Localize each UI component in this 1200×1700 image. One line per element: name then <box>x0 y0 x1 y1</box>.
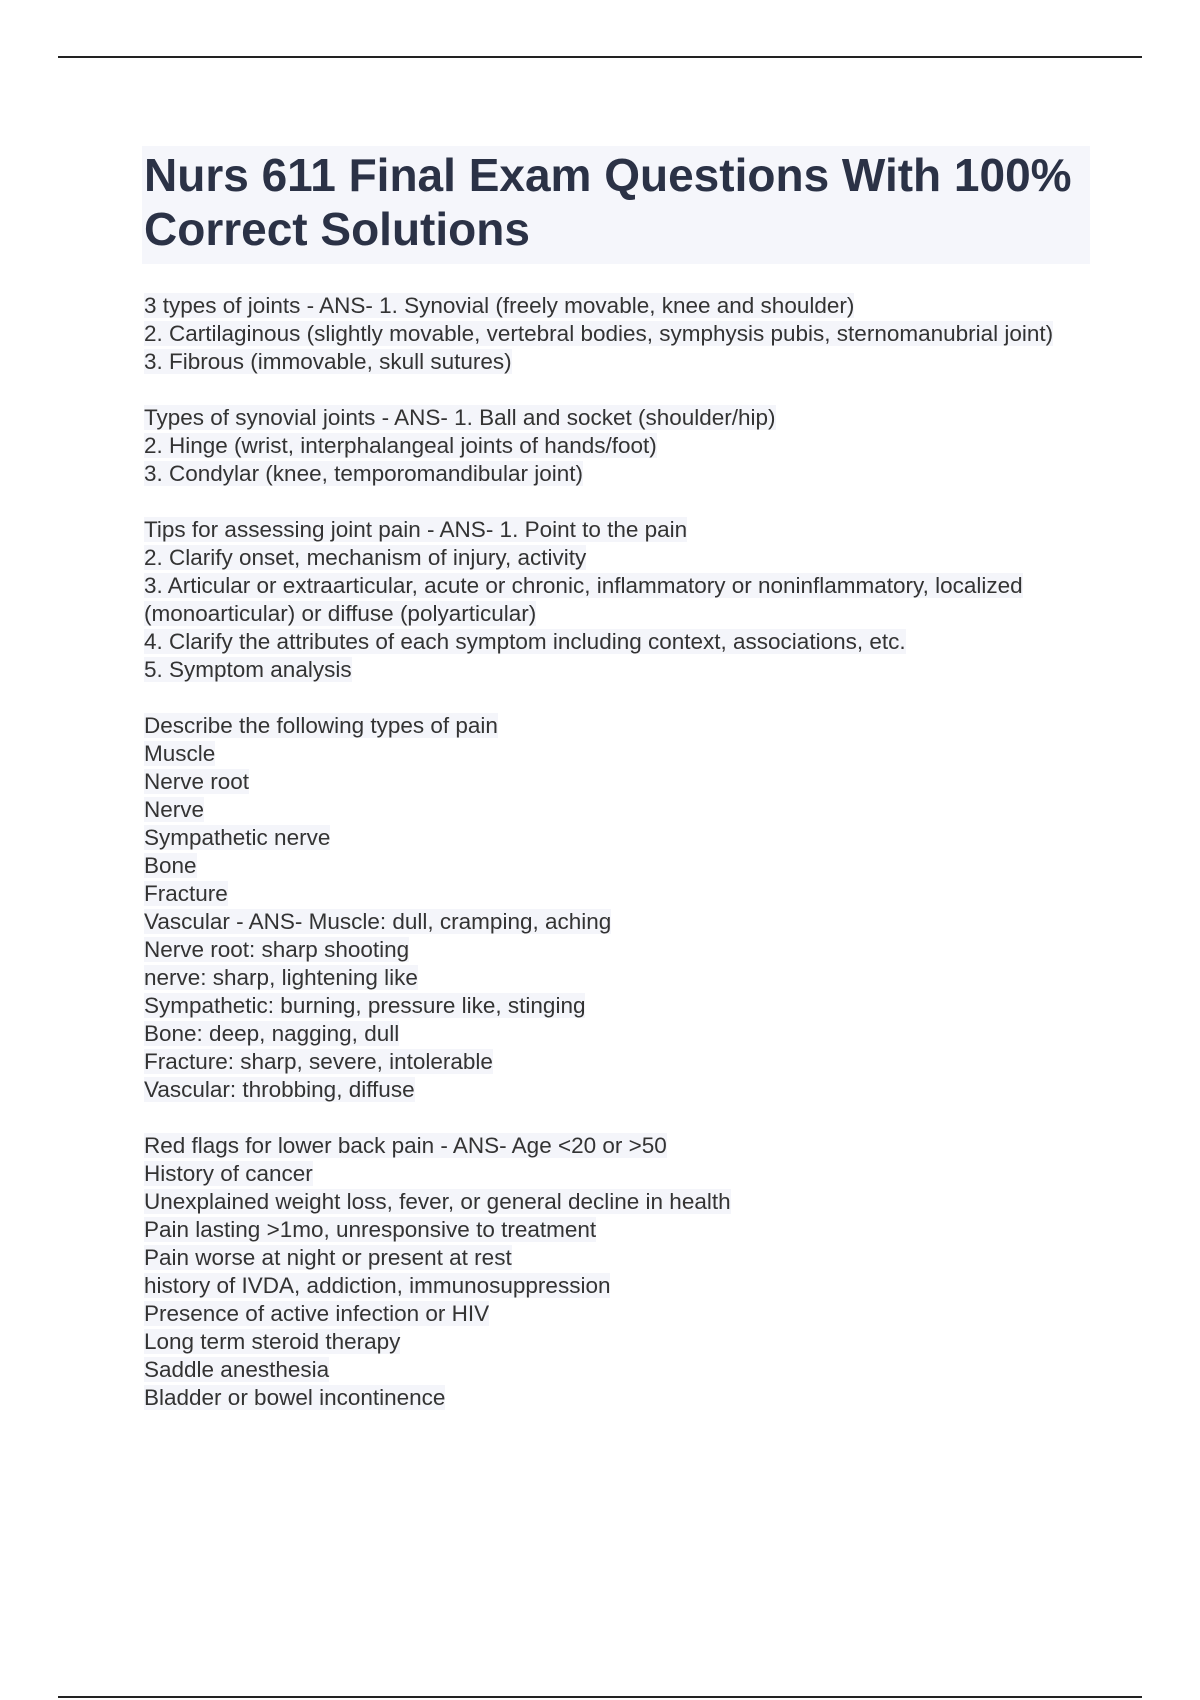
qa-line <box>144 656 1090 684</box>
qa-line-text: Bone: deep, nagging, dull <box>144 1021 400 1046</box>
qa-line <box>144 516 1090 544</box>
qa-line <box>144 740 1090 768</box>
qa-line-text: Long term steroid therapy <box>144 1329 401 1354</box>
qa-line-text: Bladder or bowel incontinence <box>144 1385 446 1410</box>
qa-block <box>144 404 1090 488</box>
qa-line <box>144 824 1090 852</box>
qa-line-text: Nerve root <box>144 769 250 794</box>
qa-line-text: History of cancer <box>144 1161 313 1186</box>
qa-line <box>144 1188 1090 1216</box>
qa-line-text: Red flags for lower back pain - ANS- Age <20 or >50 <box>144 1133 667 1158</box>
qa-line <box>144 460 1090 488</box>
qa-line-text: history of IVDA, addiction, immunosuppression <box>144 1273 611 1298</box>
qa-block <box>144 712 1090 1104</box>
qa-line <box>144 992 1090 1020</box>
page-content <box>144 146 1090 1440</box>
qa-line <box>144 320 1090 348</box>
qa-block <box>144 516 1090 684</box>
qa-line <box>144 936 1090 964</box>
title-block <box>142 146 1090 264</box>
qa-line-text: Fracture <box>144 881 228 906</box>
qa-line <box>144 572 1090 628</box>
qa-line-text: Muscle <box>144 741 216 766</box>
qa-line <box>144 880 1090 908</box>
qa-line <box>144 404 1090 432</box>
qa-line-text: 4. Clarify the attributes of each symptom including context, associations, etc. <box>144 629 906 654</box>
qa-line <box>144 964 1090 992</box>
qa-line <box>144 768 1090 796</box>
qa-line <box>144 1076 1090 1104</box>
qa-block <box>144 292 1090 376</box>
qa-line <box>144 1160 1090 1188</box>
qa-line-text: 3. Condylar (knee, temporomandibular joint) <box>144 461 583 486</box>
qa-line <box>144 1048 1090 1076</box>
bottom-rule <box>58 1696 1142 1698</box>
qa-line <box>144 628 1090 656</box>
qa-line-text: Pain lasting >1mo, unresponsive to treatment <box>144 1217 597 1242</box>
top-rule <box>58 56 1142 58</box>
qa-line <box>144 1300 1090 1328</box>
qa-line-text: Nerve root: sharp shooting <box>144 937 410 962</box>
qa-line-text: 2. Cartilaginous (slightly movable, vertebral bodies, symphysis pubis, sternomanubrial joint) <box>144 321 1054 346</box>
qa-line-text: Presence of active infection or HIV <box>144 1301 490 1326</box>
qa-line <box>144 348 1090 376</box>
qa-line-text: 3. Fibrous (immovable, skull sutures) <box>144 349 512 374</box>
qa-line-text: Unexplained weight loss, fever, or general decline in health <box>144 1189 731 1214</box>
qa-line-text: Tips for assessing joint pain - ANS- 1. Point to the pain <box>144 517 688 542</box>
qa-line <box>144 1272 1090 1300</box>
qa-line-text: Sympathetic nerve <box>144 825 331 850</box>
qa-line <box>144 796 1090 824</box>
qa-line-text: Vascular - ANS- Muscle: dull, cramping, aching <box>144 909 612 934</box>
qa-line <box>144 544 1090 572</box>
qa-line-text: Pain worse at night or present at rest <box>144 1245 512 1270</box>
qa-line-text: 3. Articular or extraarticular, acute or chronic, inflammatory or noninflammatory, localized (monoarticular) or diffuse (polyarticular) <box>144 573 1023 626</box>
qa-line-text: 2. Hinge (wrist, interphalangeal joints of hands/foot) <box>144 433 657 458</box>
qa-line <box>144 1132 1090 1160</box>
qa-line-text: Vascular: throbbing, diffuse <box>144 1077 415 1102</box>
qa-line-text: Fracture: sharp, severe, intolerable <box>144 1049 493 1074</box>
qa-line <box>144 292 1090 320</box>
qa-line-text: 3 types of joints - ANS- 1. Synovial (freely movable, knee and shoulder) <box>144 293 855 318</box>
qa-line-text: Bone <box>144 853 197 878</box>
qa-line-text: Types of synovial joints - ANS- 1. Ball and socket (shoulder/hip) <box>144 405 776 430</box>
qa-line <box>144 1244 1090 1272</box>
qa-line <box>144 1216 1090 1244</box>
qa-line-text: 2. Clarify onset, mechanism of injury, activity <box>144 545 587 570</box>
qa-list <box>144 292 1090 1412</box>
qa-block <box>144 1132 1090 1412</box>
page-title: Nurs 611 Final Exam Questions With 100% Correct Solutions <box>144 149 1072 255</box>
qa-line-text: Saddle anesthesia <box>144 1357 330 1382</box>
qa-line-text: Sympathetic: burning, pressure like, stinging <box>144 993 586 1018</box>
qa-line <box>144 1328 1090 1356</box>
qa-line <box>144 432 1090 460</box>
qa-line <box>144 1384 1090 1412</box>
qa-line <box>144 908 1090 936</box>
qa-line-text: nerve: sharp, lightening like <box>144 965 418 990</box>
qa-line-text: Describe the following types of pain <box>144 713 498 738</box>
qa-line <box>144 1020 1090 1048</box>
qa-line-text: 5. Symptom analysis <box>144 657 352 682</box>
qa-line <box>144 852 1090 880</box>
qa-line <box>144 1356 1090 1384</box>
qa-line-text: Nerve <box>144 797 205 822</box>
qa-line <box>144 712 1090 740</box>
